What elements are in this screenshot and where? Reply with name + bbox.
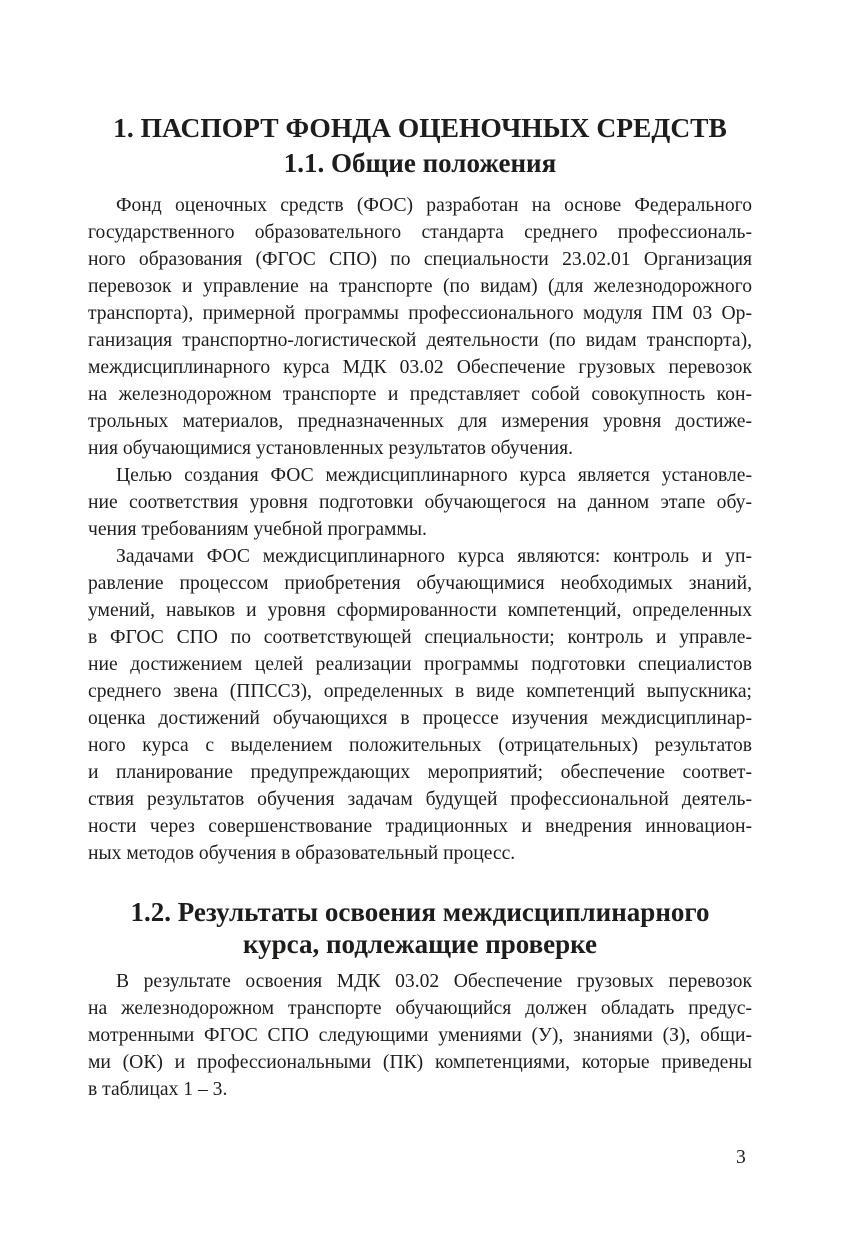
text-line: чения требованиям учебной программы. (88, 519, 427, 540)
section-1-2-title-line-1: 1.2. Результаты освоения междисциплинарного (130, 897, 710, 927)
text-line: на железнодорожном транспорте обучающийся должен обладать предус- (88, 998, 752, 1019)
text-line: В результате освоения МДК 03.02 Обеспечение грузовых перевозок (116, 971, 752, 992)
section-1-1-paragraph-3 (88, 543, 752, 867)
text-line: Целью создания ФОС междисциплинарного курса является установле- (116, 465, 752, 486)
section-1-2-title (88, 896, 752, 960)
section-1-1-paragraph-1 (88, 192, 752, 462)
text-line: ние достижением целей реализации программы подготовки специалистов (88, 654, 752, 675)
text-line: ние соответствия уровня подготовки обучающегося на данном этапе обу- (88, 492, 752, 513)
text-line: государственного образовательного стандарта среднего профессиональ- (88, 222, 752, 243)
text-line: ствия результатов обучения задачам будущей профессиональной деятель- (88, 789, 752, 810)
text-line: оценка достижений обучающихся в процессе изучения междисциплинар- (88, 708, 752, 729)
text-line: ганизация транспортно-логистической деятельности (по видам транспорта), (88, 330, 752, 351)
section-1-2-paragraph-1 (88, 968, 752, 1103)
text-line: ми (ОК) и профессиональными (ПК) компетенциями, которые приведены (88, 1052, 752, 1073)
text-line: Задачами ФОС междисциплинарного курса являются: контроль и уп- (116, 546, 752, 567)
text-line: перевозок и управление на транспорте (по видам) (для железнодорожного (88, 276, 752, 297)
text-line: трольных материалов, предназначенных для измерения уровня достиже- (88, 411, 752, 432)
section-1-2-title-line-2: курса, подлежащие проверке (242, 929, 598, 959)
text-line: Фонд оценочных средств (ФОС) разработан на основе Федерального (116, 195, 752, 216)
text-line: равление процессом приобретения обучающимися необходимых знаний, (88, 573, 752, 594)
main-heading: 1. ПАСПОРТ ФОНДА ОЦЕНОЧНЫХ СРЕДСТВ (113, 112, 727, 143)
text-line: умений, навыков и уровня сформированности компетенций, определенных (88, 600, 752, 621)
section-1-1-paragraph-2 (88, 462, 752, 543)
text-line: ния обучающимися установленных результатов обучения. (88, 438, 573, 459)
text-line: ного курса с выделением положительных (отрицательных) результатов (88, 735, 752, 756)
text-line: мотренными ФГОС СПО следующими умениями (У), знаниями (З), общи- (88, 1025, 752, 1046)
text-line: на железнодорожном транспорте и представляет собой совокупность кон- (88, 384, 752, 405)
page-number: 3 (736, 1147, 746, 1168)
text-line: ных методов обучения в образовательный процесс. (88, 843, 516, 864)
text-line: в ФГОС СПО по соответствующей специальности; контроль и управле- (88, 627, 752, 648)
section-1-1-title: 1.1. Общие положения (283, 148, 557, 178)
text-line: среднего звена (ППССЗ), определенных в виде компетенций выпускника; (88, 681, 752, 702)
text-line: и планирование предупреждающих мероприятий; обеспечение соответ- (88, 762, 752, 783)
text-line: ного образования (ФГОС СПО) по специальности 23.02.01 Организация (88, 249, 752, 270)
text-line: в таблицах 1 – 3. (88, 1079, 228, 1100)
text-line: транспорта), примерной программы профессионального модуля ПМ 03 Ор- (88, 303, 752, 324)
text-line: ности через совершенствование традиционных и внедрения инновацион- (88, 816, 752, 837)
text-line: междисциплинарного курса МДК 03.02 Обеспечение грузовых перевозок (88, 357, 752, 378)
